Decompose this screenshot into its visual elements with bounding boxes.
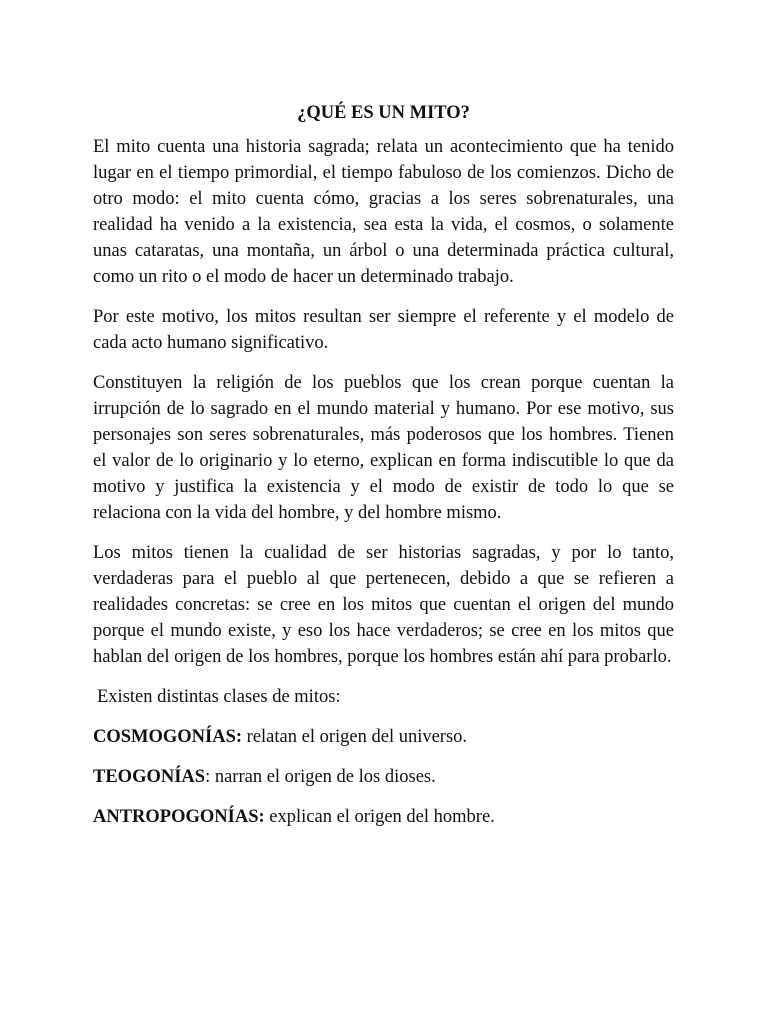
type-term: COSMOGONÍAS:	[93, 727, 243, 747]
type-definition: relatan el origen del universo.	[242, 727, 468, 747]
document-body	[93, 100, 674, 844]
paragraph-sacred-histories: Los mitos tienen la cualidad de ser historias sagradas, y por lo tanto, verdaderas para el pueblo al que pertenecen, debido a que se refieren a realidades concretas: se cree en los mitos que cuentan el origen del mundo porque el mundo existe, y eso los hace verdaderos; se cree en los mitos que hablan del origen de los hombres, porque los hombres están ahí para probarlo.	[93, 543, 674, 667]
type-definition: explican el origen del hombre.	[264, 807, 495, 827]
types-intro: Existen distintas clases de mitos:	[97, 687, 341, 707]
document-title: ¿QUÉ ES UN MITO?	[297, 103, 470, 123]
type-teogonias	[93, 764, 674, 790]
type-antropogonias	[93, 804, 674, 830]
type-cosmogonias	[93, 724, 674, 750]
type-term: TEOGONÍAS	[93, 767, 206, 787]
paragraph-motive: Por este motivo, los mitos resultan ser siempre el referente y el modelo de cada acto humano significativo.	[93, 307, 674, 353]
type-term: ANTROPOGONÍAS:	[93, 807, 265, 827]
paragraph-religion: Constituyen la religión de los pueblos que los crean porque cuentan la irrupción de lo sagrado en el mundo material y humano. Por ese motivo, sus personajes son seres sobrenaturales, más poderosos que los hombres. Tienen el valor de lo originario y lo eterno, explican en forma indiscutible lo que da motivo y justifica la existencia y el modo de existir de todo lo que se relaciona con la vida del hombre, y del hombre mismo.	[93, 373, 674, 523]
paragraph-definition: El mito cuenta una historia sagrada; relata un acontecimiento que ha tenido lugar en el tiempo primordial, el tiempo fabuloso de los comienzos. Dicho de otro modo: el mito cuenta cómo, gracias a los seres sobrenaturales, una realidad ha venido a la existencia, sea esta la vida, el cosmos, o solamente unas cataratas, una montaña, un árbol o una determinada práctica cultural, como un rito o el modo de hacer un determinado trabajo.	[93, 137, 674, 287]
type-definition: : narran el origen de los dioses.	[205, 767, 436, 787]
